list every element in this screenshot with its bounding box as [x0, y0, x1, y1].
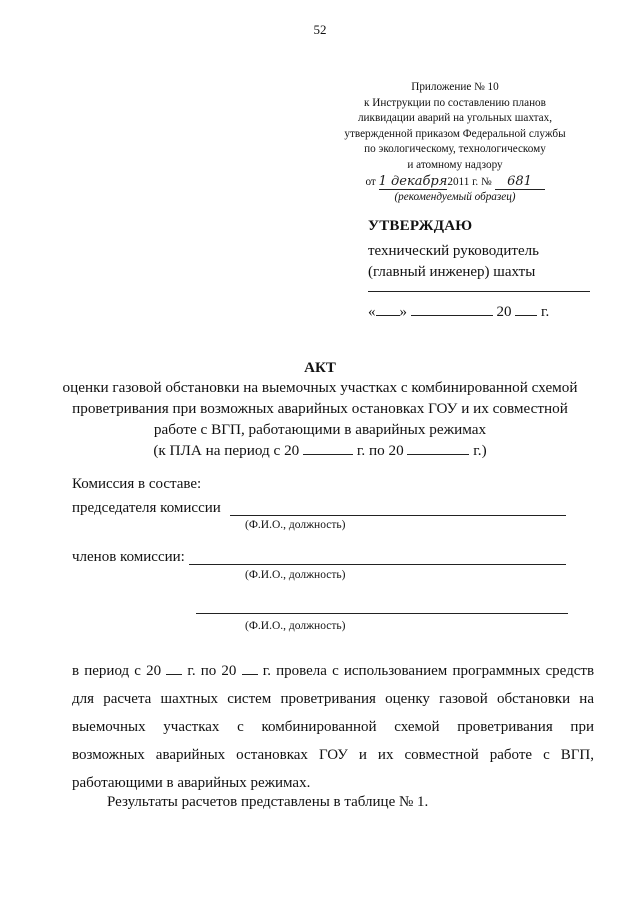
- appendix-line: утвержденной приказом Федеральной службы: [344, 127, 566, 140]
- act-subtitle-line: проветривания при возможных аварийных остановках ГОУ и их совместной: [72, 400, 568, 417]
- appendix-header: [320, 80, 590, 206]
- p1-start: в период с 20: [72, 663, 162, 679]
- paragraph-line: возможных аварийных остановках ГОУ и их совместной работе с ВГП,: [72, 747, 594, 763]
- period-start-blank: [303, 454, 353, 455]
- member-caption-2: (Ф.И.О., должность): [245, 620, 346, 632]
- chairman-name-line: [230, 515, 566, 516]
- order-handwritten-number: 681: [495, 174, 545, 191]
- p1-blank-2: [242, 674, 258, 675]
- year-blank: [515, 315, 537, 316]
- act-subtitle-line: работе с ВГП, работающими в аварийных режимах: [153, 421, 487, 438]
- paragraph-line: выемочных участках с комбинированной схемой проветривания при: [72, 719, 594, 735]
- member-name-line-1: [189, 564, 566, 565]
- act-subtitle-line: оценки газовой обстановки на выемочных участках с комбинированной схемой: [62, 379, 578, 396]
- appendix-title: Приложение № 10: [411, 81, 499, 93]
- members-label: членов комиссии:: [72, 549, 185, 565]
- period-end-blank: [407, 454, 469, 455]
- paragraph-first-line: [72, 657, 594, 685]
- page-number: 52: [313, 22, 327, 37]
- approve-signature-line: [368, 291, 590, 292]
- date-suffix: г.: [541, 304, 550, 320]
- date-year-prefix: 20: [496, 304, 512, 320]
- act-title: АКТ: [304, 360, 336, 376]
- appendix-line: ликвидации аварий на угольных шахтах,: [357, 112, 553, 125]
- p1-rest: г. провела с использованием программных средств: [262, 663, 595, 679]
- member-caption-1: (Ф.И.О., должность): [245, 569, 346, 581]
- main-paragraph: [72, 657, 594, 797]
- p1-mid: г. по 20: [187, 663, 237, 679]
- date-close-quote: »: [399, 304, 407, 320]
- day-blank: [376, 315, 400, 316]
- member-name-line-2: [196, 613, 568, 614]
- order-line: [320, 174, 590, 191]
- period-suffix: г.): [473, 442, 487, 459]
- chairman-label: председателя комиссии: [72, 500, 221, 516]
- appendix-line: и атомному надзору: [407, 158, 503, 171]
- appendix-line: по экологическому, технологическому: [364, 143, 546, 156]
- p1-blank-1: [166, 674, 182, 675]
- approve-title: УТВЕРЖДАЮ: [368, 218, 473, 234]
- recommended-sample-note: (рекомендуемый образец): [394, 191, 516, 204]
- period-prefix: (к ПЛА на период с 20: [153, 442, 300, 459]
- approve-position-line-1: технический руководитель: [368, 243, 539, 259]
- approve-position-line-2: (главный инженер) шахты: [368, 264, 536, 280]
- chairman-caption: (Ф.И.О., должность): [245, 519, 346, 531]
- period-middle: г. по 20: [356, 442, 404, 459]
- order-year: 2011 г. №: [447, 175, 492, 188]
- appendix-line: к Инструкции по составлению планов: [364, 96, 546, 109]
- approve-date-line: [368, 304, 549, 321]
- paragraph-line: работающими в аварийных режимах.: [72, 775, 311, 791]
- month-blank: [411, 315, 493, 316]
- order-prefix: от: [365, 175, 376, 188]
- order-handwritten-date: 1 декабря: [378, 173, 448, 189]
- date-open-quote: «: [368, 304, 376, 320]
- results-sentence: Результаты расчетов представлены в таблице № 1.: [107, 794, 429, 810]
- paragraph-line: для расчета шахтных систем проветривания оценку газовой обстановки на: [72, 691, 594, 707]
- commission-intro: Комиссия в составе:: [72, 476, 202, 492]
- act-period-line: [0, 442, 640, 460]
